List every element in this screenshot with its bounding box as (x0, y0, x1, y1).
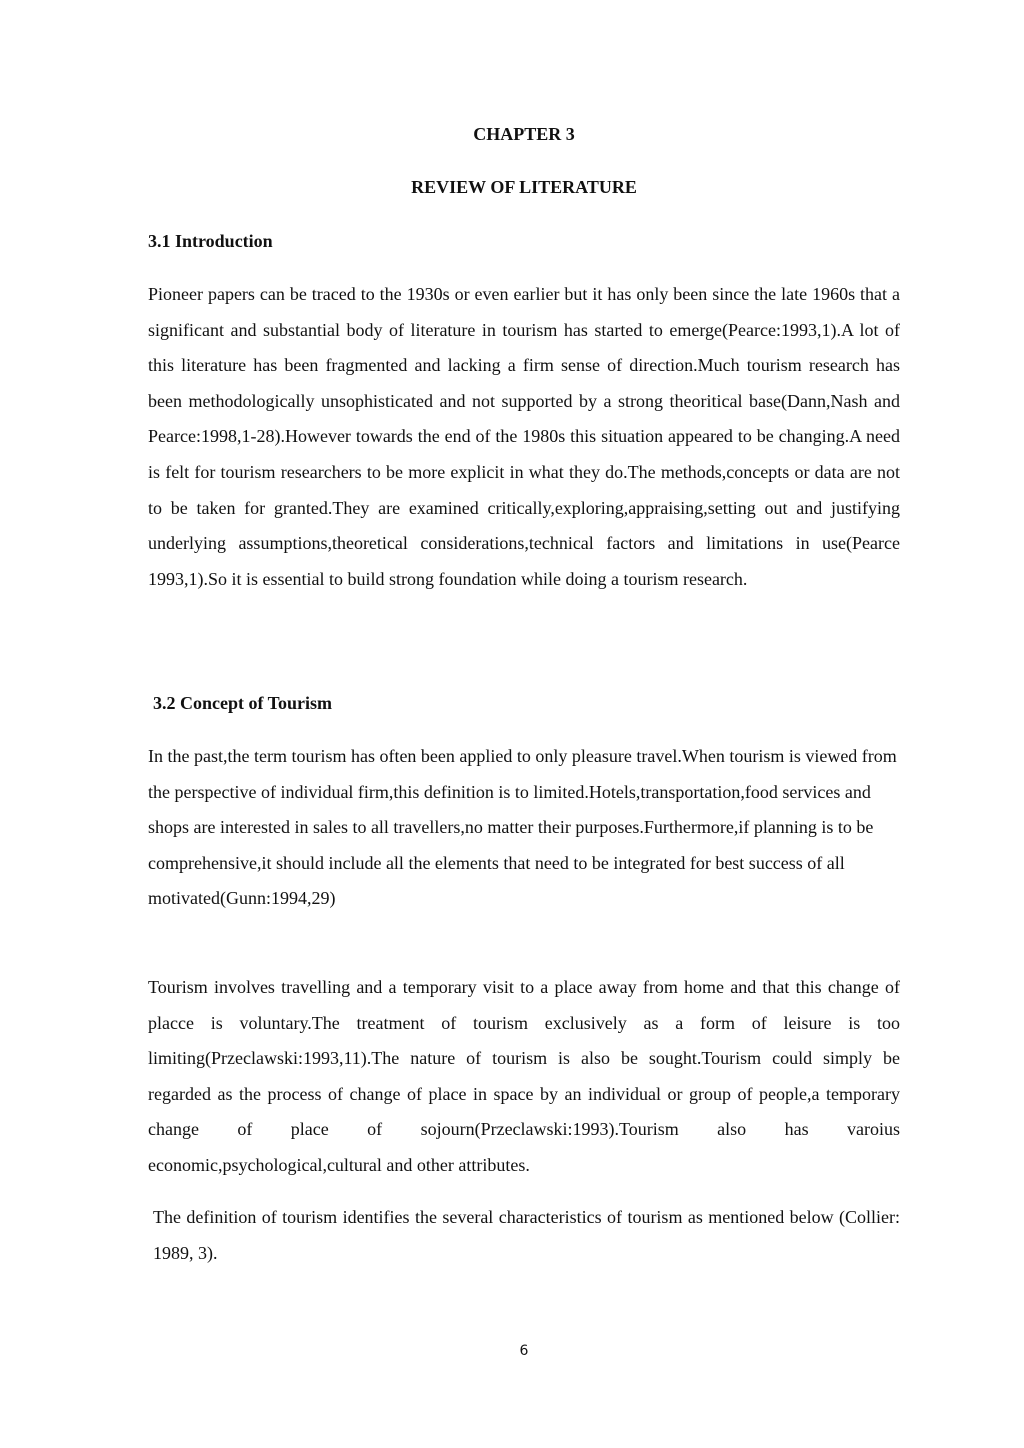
chapter-label: CHAPTER 3 (473, 124, 575, 144)
chapter-title: REVIEW OF LITERATURE (411, 177, 637, 197)
section-heading-introduction: 3.1 Introduction (148, 231, 273, 251)
page-number: 6 (519, 1343, 529, 1359)
paragraph-concept-2: Tourism involves travelling and a temporary visit to a place away from home and that this change of placce is voluntary.The treatment of tourism exclusively as a form of leisure is too limiting(Przeclawski:1993,11).The nature of tourism is also be sought.Tourism could simply be regarded as the process of change of place in space by an individual or group of people,a temporary change of place of sojourn(Przeclawski:1993).Tourism also has varoius economic,psychological,cultural and other attributes. (148, 977, 900, 1175)
paragraph-introduction: Pioneer papers can be traced to the 1930s or even earlier but it has only been since the late 1960s that a significant and substantial body of literature in tourism has started to emerge(Pearce:1993,1).A lot of this literature has been fragmented and lacking a firm sense of direction.Much tourism research has been methodologically unsophisticated and not supported by a strong theoritical base(Dann,Nash and Pearce:1998,1-28).However towards the end of the 1980s this situation appeared to be changing.A need is felt for tourism researchers to be more explicit in what they do.The methods,concepts or data are not to be taken for granted.They are examined critically,exploring,appraising,setting out and justifying underlying assumptions,theoretical considerations,technical factors and limitations in use(Pearce 1993,1).So it is essential to build strong foundation while doing a tourism research. (148, 284, 900, 589)
paragraph-concept-1: In the past,the term tourism has often been applied to only pleasure travel.When tourism is viewed from the perspective of individual firm,this definition is to limited.Hotels,transportation,food services and shops are interested in sales to all travellers,no matter their purposes.Furthermore,if planning is to be comprehensive,it should include all the elements that need to be integrated for best success of all motivated(Gunn:1994,29) (148, 746, 897, 909)
section-heading-concept-of-tourism: 3.2 Concept of Tourism (153, 693, 333, 713)
paragraph-concept-3: The definition of tourism identifies the several characteristics of tourism as mentioned below (Collier: 1989, 3). (153, 1207, 900, 1263)
